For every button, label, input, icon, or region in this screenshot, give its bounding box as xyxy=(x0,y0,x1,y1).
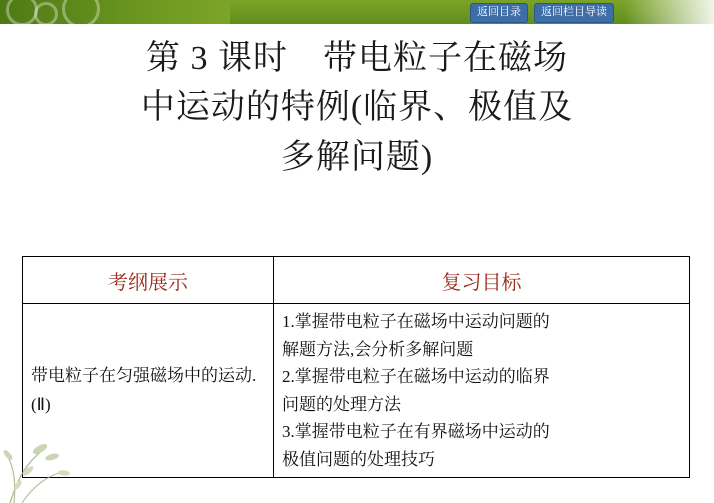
goal-line: 1.掌握带电粒子在磁场中运动问题的 xyxy=(281,312,550,331)
page-title-line-2: 中运动的特例(临界、极值及 xyxy=(140,89,574,127)
navigation-buttons xyxy=(470,3,614,23)
table-cell-syllabus: 带电粒子在匀强磁场中的运动.(Ⅱ) xyxy=(23,304,274,478)
return-to-column-guide-button[interactable]: 返回栏目导读 xyxy=(534,3,614,23)
goal-line: 问题的处理方法 xyxy=(281,394,401,414)
page-title-line-3: 多解问题) xyxy=(280,138,434,176)
syllabus-goals-table xyxy=(22,256,690,478)
circle-decoration-icon xyxy=(62,0,100,24)
return-to-contents-button[interactable]: 返回目录 xyxy=(470,3,528,23)
topbar-right-fade xyxy=(624,0,714,24)
goal-line: 极值问题的处理技巧 xyxy=(281,449,435,469)
table-cell-goals xyxy=(273,304,689,478)
table-row xyxy=(23,304,690,478)
table-header-syllabus: 考纲展示 xyxy=(23,257,274,304)
goal-line: 解题方法,会分析多解问题 xyxy=(281,339,474,359)
circle-decoration-icon xyxy=(34,2,58,24)
goal-line: 2.掌握带电粒子在磁场中运动的临界 xyxy=(281,367,550,387)
page-title xyxy=(0,34,714,182)
table-header-goals: 复习目标 xyxy=(273,257,689,304)
page-title-line-1: 第 3 课时 带电粒子在磁场 xyxy=(146,40,568,77)
table-header-row xyxy=(23,257,690,304)
goal-line: 3.掌握带电粒子在有界磁场中运动的 xyxy=(281,422,550,442)
